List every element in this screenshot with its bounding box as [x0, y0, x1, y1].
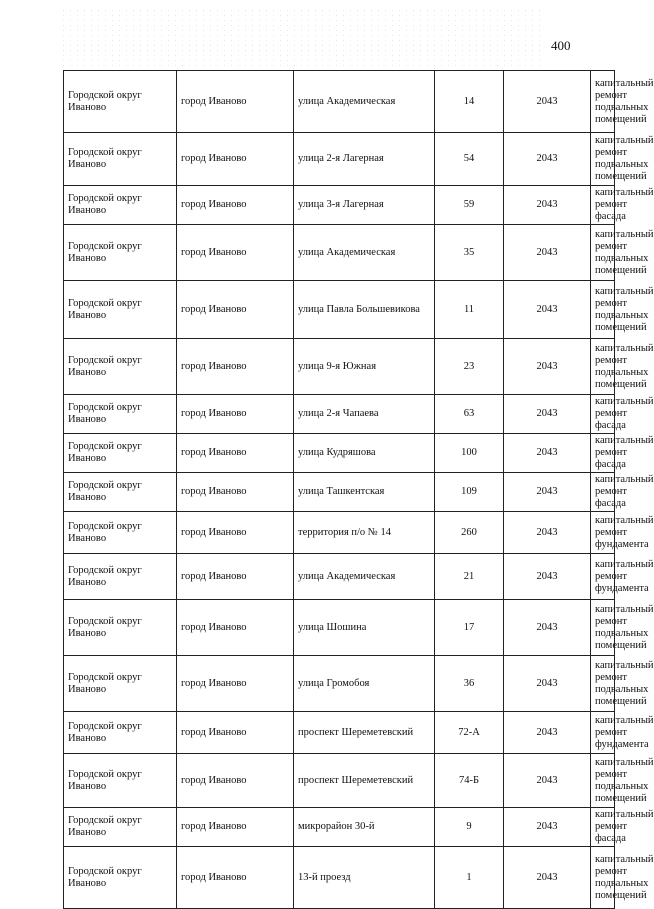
- street-cell: улица Ташкентская: [294, 473, 435, 512]
- street-cell: улица 3-я Лагерная: [294, 186, 435, 225]
- work-type-cell: капитальный ремонт фасада: [591, 808, 615, 847]
- street-cell: улица Павла Большевикова: [294, 281, 435, 339]
- street-cell: улица Академическая: [294, 71, 435, 133]
- city-cell: город Иваново: [177, 808, 294, 847]
- municipality-cell: Городской округ Иваново: [64, 71, 177, 133]
- municipality-cell: Городской округ Иваново: [64, 847, 177, 909]
- street-cell: территория п/о № 14: [294, 512, 435, 554]
- street-cell: микрорайон 30-й: [294, 808, 435, 847]
- city-cell: город Иваново: [177, 339, 294, 395]
- city-cell: город Иваново: [177, 554, 294, 600]
- municipality-cell: Городской округ Иваново: [64, 512, 177, 554]
- year-cell: 2043: [504, 71, 591, 133]
- year-cell: 2043: [504, 600, 591, 656]
- house-number-cell: 23: [435, 339, 504, 395]
- year-cell: 2043: [504, 512, 591, 554]
- municipality-cell: Городской округ Иваново: [64, 225, 177, 281]
- house-number-cell: 35: [435, 225, 504, 281]
- work-type-cell: капитальный ремонт подвальных помещений: [591, 339, 615, 395]
- work-type-cell: капитальный ремонт подвальных помещений: [591, 754, 615, 808]
- year-cell: 2043: [504, 281, 591, 339]
- work-type-cell: капитальный ремонт подвальных помещений: [591, 847, 615, 909]
- street-cell: проспект Шереметевский: [294, 754, 435, 808]
- house-number-cell: 100: [435, 434, 504, 473]
- house-number-cell: 14: [435, 71, 504, 133]
- work-type-cell: капитальный ремонт фасада: [591, 395, 615, 434]
- street-cell: улица Громобоя: [294, 656, 435, 712]
- table-row: [64, 395, 615, 434]
- table-row: [64, 473, 615, 512]
- year-cell: 2043: [504, 133, 591, 186]
- city-cell: город Иваново: [177, 473, 294, 512]
- table-row: [64, 281, 615, 339]
- scan-noise: [60, 8, 540, 70]
- municipality-cell: Городской округ Иваново: [64, 600, 177, 656]
- house-number-cell: 21: [435, 554, 504, 600]
- house-number-cell: 63: [435, 395, 504, 434]
- work-type-cell: капитальный ремонт подвальных помещений: [591, 600, 615, 656]
- table-row: [64, 71, 615, 133]
- work-type-cell: капитальный ремонт подвальных помещений: [591, 225, 615, 281]
- municipality-cell: Городской округ Иваново: [64, 339, 177, 395]
- year-cell: 2043: [504, 395, 591, 434]
- table-row: [64, 339, 615, 395]
- city-cell: город Иваново: [177, 434, 294, 473]
- city-cell: город Иваново: [177, 512, 294, 554]
- city-cell: город Иваново: [177, 133, 294, 186]
- year-cell: 2043: [504, 754, 591, 808]
- year-cell: 2043: [504, 808, 591, 847]
- municipality-cell: Городской округ Иваново: [64, 473, 177, 512]
- street-cell: улица Академическая: [294, 554, 435, 600]
- year-cell: 2043: [504, 434, 591, 473]
- table-row: [64, 186, 615, 225]
- house-number-cell: 74-Б: [435, 754, 504, 808]
- city-cell: город Иваново: [177, 395, 294, 434]
- city-cell: город Иваново: [177, 281, 294, 339]
- work-type-cell: капитальный ремонт фундамента: [591, 512, 615, 554]
- work-type-cell: капитальный ремонт подвальных помещений: [591, 281, 615, 339]
- municipality-cell: Городской округ Иваново: [64, 395, 177, 434]
- house-number-cell: 17: [435, 600, 504, 656]
- street-cell: улица 2-я Лагерная: [294, 133, 435, 186]
- table-row: [64, 512, 615, 554]
- year-cell: 2043: [504, 225, 591, 281]
- work-type-cell: капитальный ремонт фундамента: [591, 554, 615, 600]
- house-number-cell: 11: [435, 281, 504, 339]
- year-cell: 2043: [504, 712, 591, 754]
- municipality-cell: Городской округ Иваново: [64, 754, 177, 808]
- municipality-cell: Городской округ Иваново: [64, 554, 177, 600]
- table-row: [64, 847, 615, 909]
- table-row: [64, 600, 615, 656]
- table-row: [64, 808, 615, 847]
- table-row: [64, 225, 615, 281]
- municipality-cell: Городской округ Иваново: [64, 186, 177, 225]
- city-cell: город Иваново: [177, 225, 294, 281]
- work-type-cell: капитальный ремонт фасада: [591, 186, 615, 225]
- year-cell: 2043: [504, 847, 591, 909]
- municipality-cell: Городской округ Иваново: [64, 712, 177, 754]
- table-row: [64, 712, 615, 754]
- city-cell: город Иваново: [177, 186, 294, 225]
- municipality-cell: Городской округ Иваново: [64, 656, 177, 712]
- table-row: [64, 554, 615, 600]
- municipality-cell: Городской округ Иваново: [64, 133, 177, 186]
- year-cell: 2043: [504, 656, 591, 712]
- house-number-cell: 36: [435, 656, 504, 712]
- city-cell: город Иваново: [177, 754, 294, 808]
- street-cell: улица 9-я Южная: [294, 339, 435, 395]
- year-cell: 2043: [504, 186, 591, 225]
- work-type-cell: капитальный ремонт фасада: [591, 473, 615, 512]
- municipality-cell: Городской округ Иваново: [64, 434, 177, 473]
- street-cell: улица Академическая: [294, 225, 435, 281]
- year-cell: 2043: [504, 554, 591, 600]
- table-row: [64, 656, 615, 712]
- city-cell: город Иваново: [177, 71, 294, 133]
- registry-table: [63, 70, 654, 909]
- city-cell: город Иваново: [177, 847, 294, 909]
- street-cell: проспект Шереметевский: [294, 712, 435, 754]
- street-cell: улица Кудряшова: [294, 434, 435, 473]
- house-number-cell: 260: [435, 512, 504, 554]
- table-row: [64, 133, 615, 186]
- work-type-cell: капитальный ремонт фундамента: [591, 712, 615, 754]
- work-type-cell: капитальный ремонт подвальных помещений: [591, 133, 615, 186]
- house-number-cell: 72-А: [435, 712, 504, 754]
- street-cell: улица 2-я Чапаева: [294, 395, 435, 434]
- work-type-cell: капитальный ремонт подвальных помещений: [591, 71, 615, 133]
- house-number-cell: 59: [435, 186, 504, 225]
- city-cell: город Иваново: [177, 600, 294, 656]
- table-row: [64, 754, 615, 808]
- municipality-cell: Городской округ Иваново: [64, 808, 177, 847]
- table-row: [64, 434, 615, 473]
- city-cell: город Иваново: [177, 712, 294, 754]
- house-number-cell: 109: [435, 473, 504, 512]
- work-type-cell: капитальный ремонт подвальных помещений: [591, 656, 615, 712]
- work-type-cell: капитальный ремонт фасада: [591, 434, 615, 473]
- house-number-cell: 9: [435, 808, 504, 847]
- year-cell: 2043: [504, 339, 591, 395]
- street-cell: улица Шошина: [294, 600, 435, 656]
- street-cell: 13-й проезд: [294, 847, 435, 909]
- house-number-cell: 1: [435, 847, 504, 909]
- house-number-cell: 54: [435, 133, 504, 186]
- city-cell: город Иваново: [177, 656, 294, 712]
- year-cell: 2043: [504, 473, 591, 512]
- municipality-cell: Городской округ Иваново: [64, 281, 177, 339]
- page-number: 400: [551, 38, 571, 53]
